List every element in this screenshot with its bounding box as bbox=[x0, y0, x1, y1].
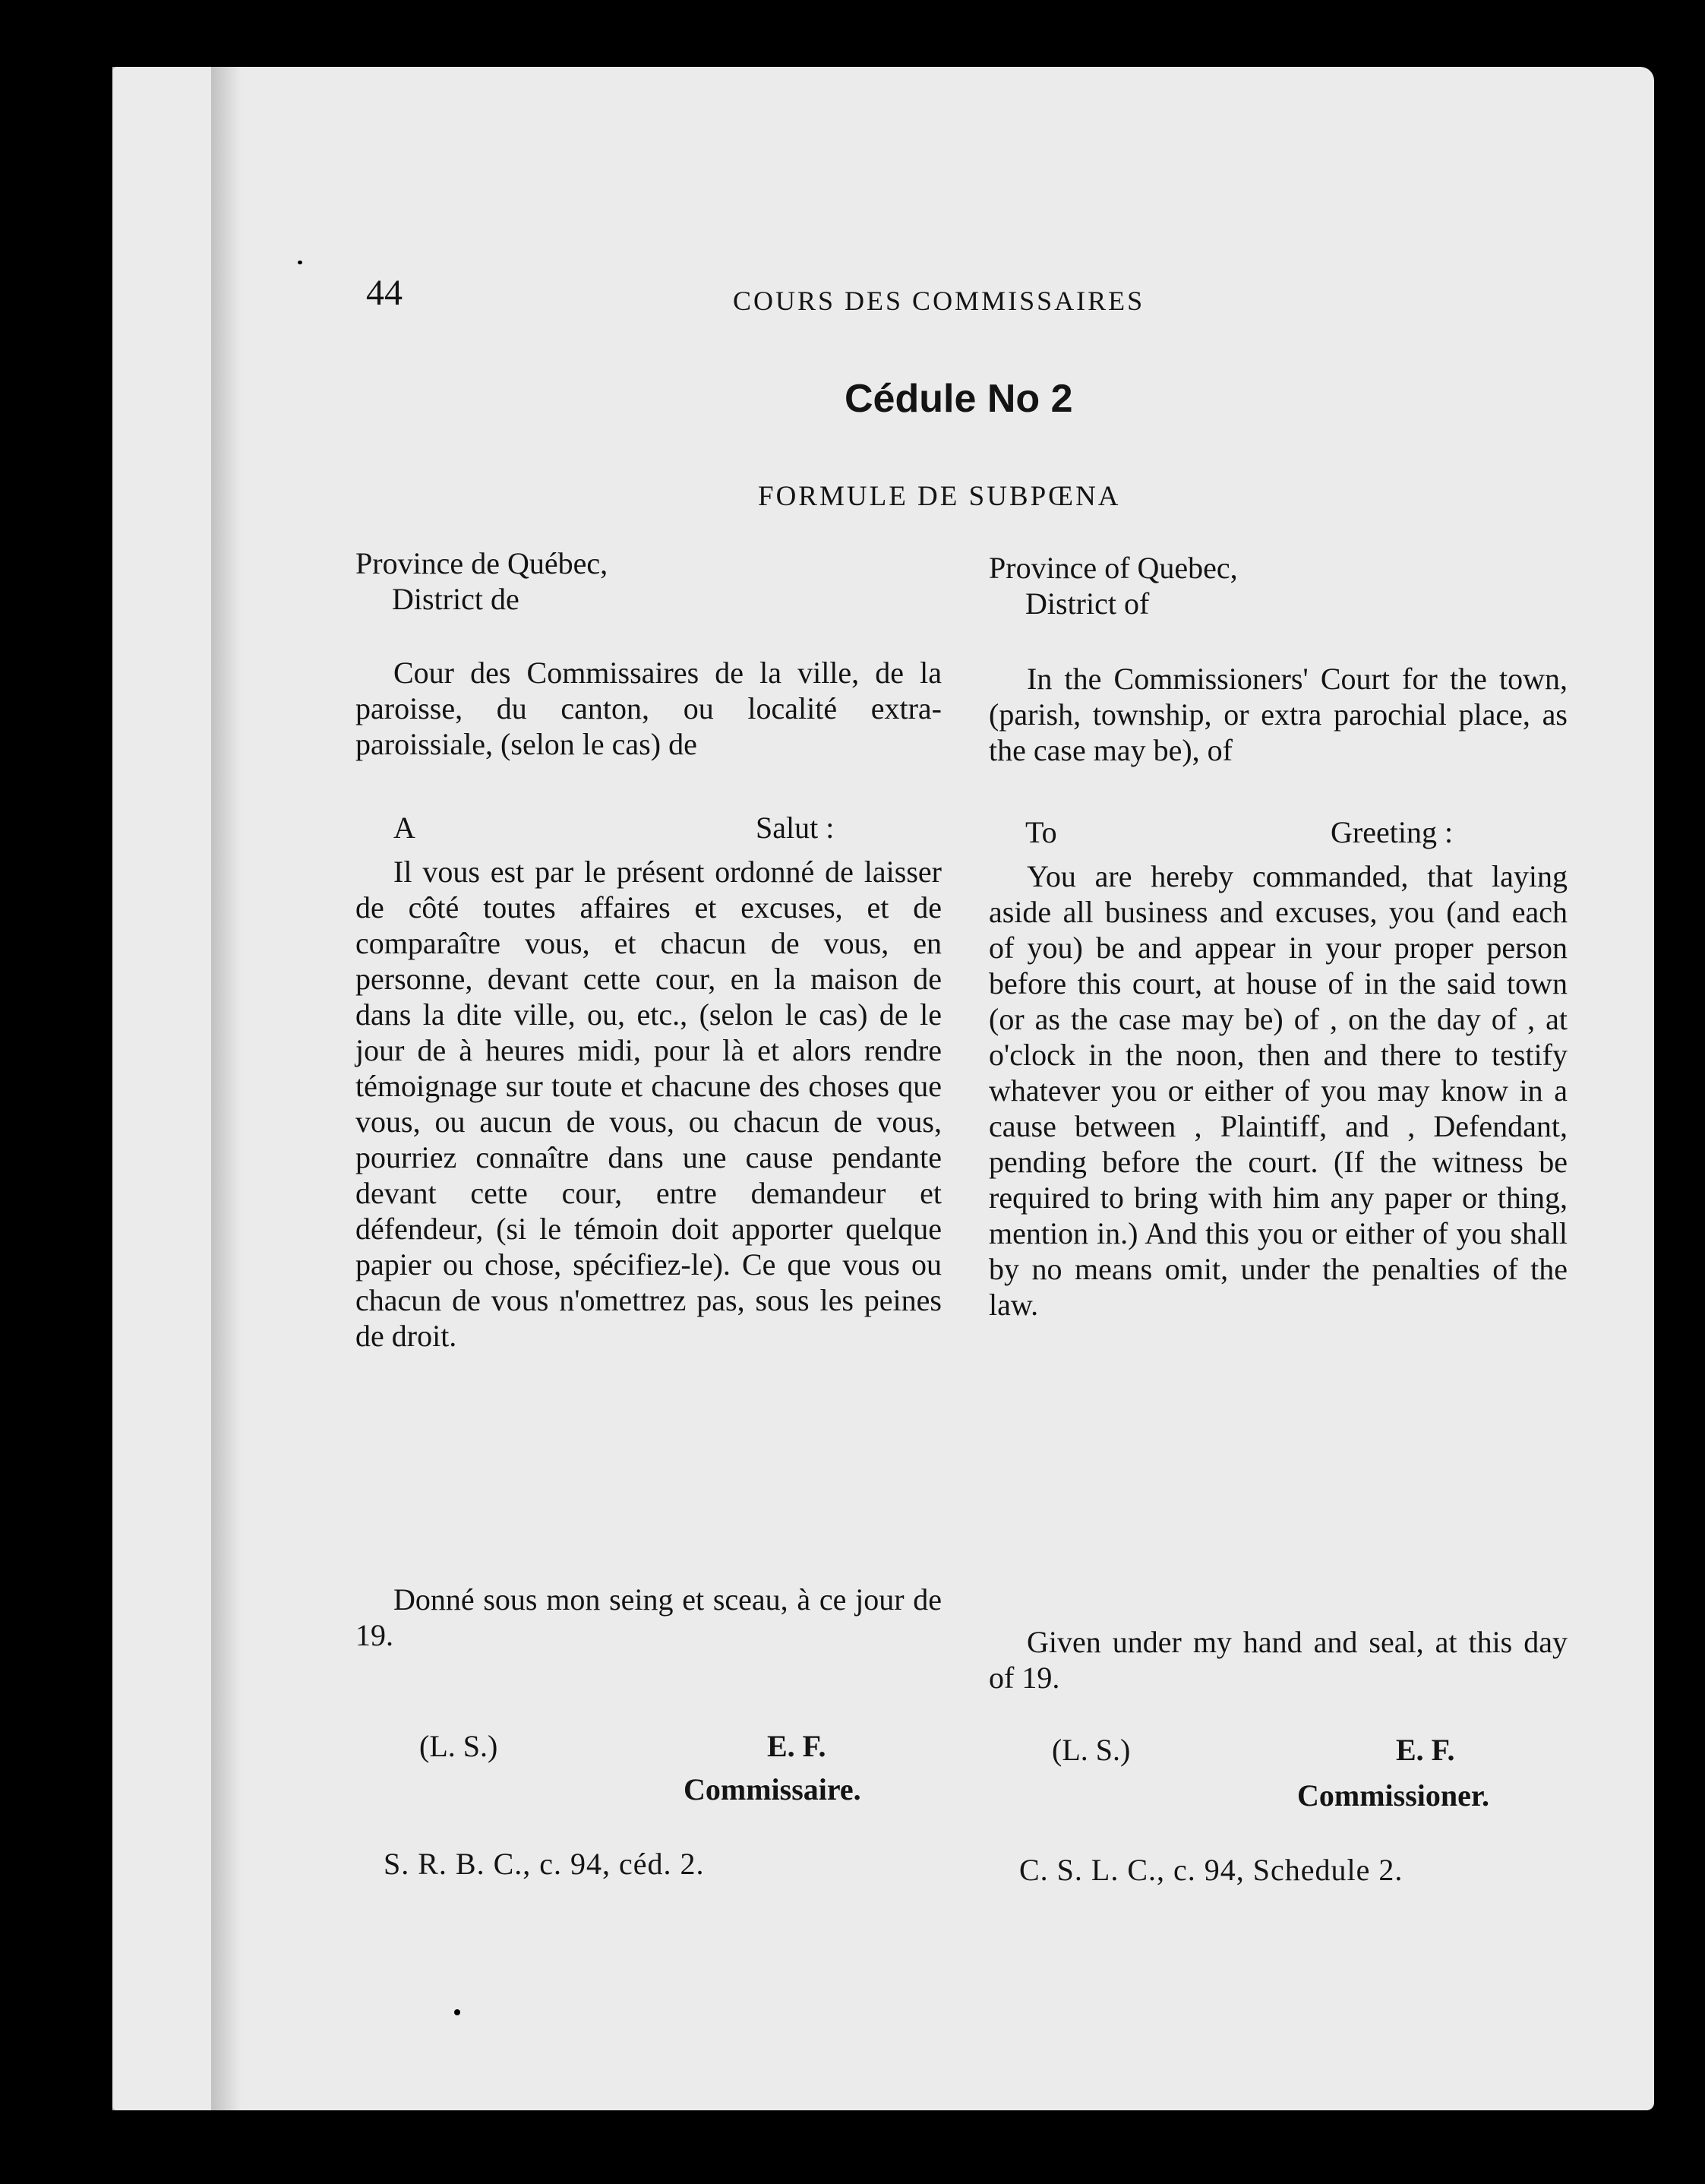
french-district: District de bbox=[392, 582, 519, 616]
french-province: Province de Québec, bbox=[355, 546, 608, 580]
english-body-text: You are hereby commanded, that laying aside all business and excuses, you (and each of you) be and appear in your proper person before this court, at house of in the said town (or as the case may be) of , on the day of , at o'clock in the noon, then and there to testify whatever you or either of you may know in a cause between , Plaintiff, and , Defendant, pending before the court. (If the witness be required to bring with him any paper or thing, mention in.) And this you or either of you shall by no means omit, under the penalties of the law. bbox=[989, 859, 1568, 1322]
english-court-text: In the Commissioners' Court for the town, (parish, township, or extra parochial place, as the case may be), of bbox=[989, 662, 1568, 767]
french-given-text: Donné sous mon seing et sceau, à ce jour de 19. bbox=[355, 1582, 942, 1652]
french-body bbox=[355, 854, 942, 1354]
english-court bbox=[989, 661, 1568, 768]
english-salutation: Greeting : bbox=[1331, 815, 1454, 849]
page-number: 44 bbox=[366, 273, 403, 313]
dust-speck bbox=[298, 261, 302, 264]
form-subtitle: FORMULE DE SUBPŒNA bbox=[758, 481, 1121, 512]
english-body bbox=[989, 858, 1568, 1323]
french-signature-title: Commissaire. bbox=[684, 1772, 861, 1806]
english-seal: (L. S.) bbox=[1052, 1733, 1131, 1767]
gutter-shadow bbox=[211, 67, 242, 2110]
french-addressee: A bbox=[393, 811, 415, 845]
french-initials: E. F. bbox=[767, 1729, 826, 1763]
english-initials: E. F. bbox=[1396, 1733, 1455, 1767]
french-court-text: Cour des Commissaires de la ville, de la paroisse, du canton, ou localité extra-paroissiale, (selon le cas) de bbox=[355, 656, 942, 761]
french-reference: S. R. B. C., c. 94, céd. 2. bbox=[384, 1847, 705, 1881]
french-court bbox=[355, 655, 942, 762]
french-location bbox=[355, 545, 942, 617]
schedule-title: Cédule No 2 bbox=[845, 377, 1073, 421]
french-salutation: Salut : bbox=[756, 811, 835, 845]
english-signature-title: Commissioner. bbox=[1297, 1778, 1489, 1813]
english-reference: C. S. L. C., c. 94, Schedule 2. bbox=[1019, 1853, 1403, 1887]
english-province: Province of Quebec, bbox=[989, 551, 1238, 585]
french-seal: (L. S.) bbox=[419, 1729, 498, 1763]
english-district: District of bbox=[1025, 586, 1150, 621]
french-body-text: Il vous est par le présent ordonné de laisser de côté toutes affaires et excuses, et de comparaître vous, et chacun de vous, en personne, devant cette cour, en la maison de dans la dite ville, ou, etc., (selon le cas) de le jour de à heures midi, pour là et alors rendre témoignage sur toute et chacune des choses que vous, ou aucun de vous, ou chacun de vous, pourriez connaître dans une cause pendante devant cette cour, entre demandeur et défendeur, (si le témoin doit apporter quelque papier ou chose, spécifiez-le). Ce que vous ou chacun de vous n'omettrez pas, sous les peines de droit. bbox=[355, 855, 942, 1353]
english-location bbox=[989, 550, 1568, 621]
french-given bbox=[355, 1582, 942, 1653]
english-addressee: To bbox=[1025, 815, 1057, 849]
english-given bbox=[989, 1624, 1568, 1696]
english-given-text: Given under my hand and seal, at this day of 19. bbox=[989, 1625, 1568, 1695]
dust-speck bbox=[454, 2009, 460, 2015]
running-title: COURS DES COMMISSAIRES bbox=[733, 286, 1145, 316]
